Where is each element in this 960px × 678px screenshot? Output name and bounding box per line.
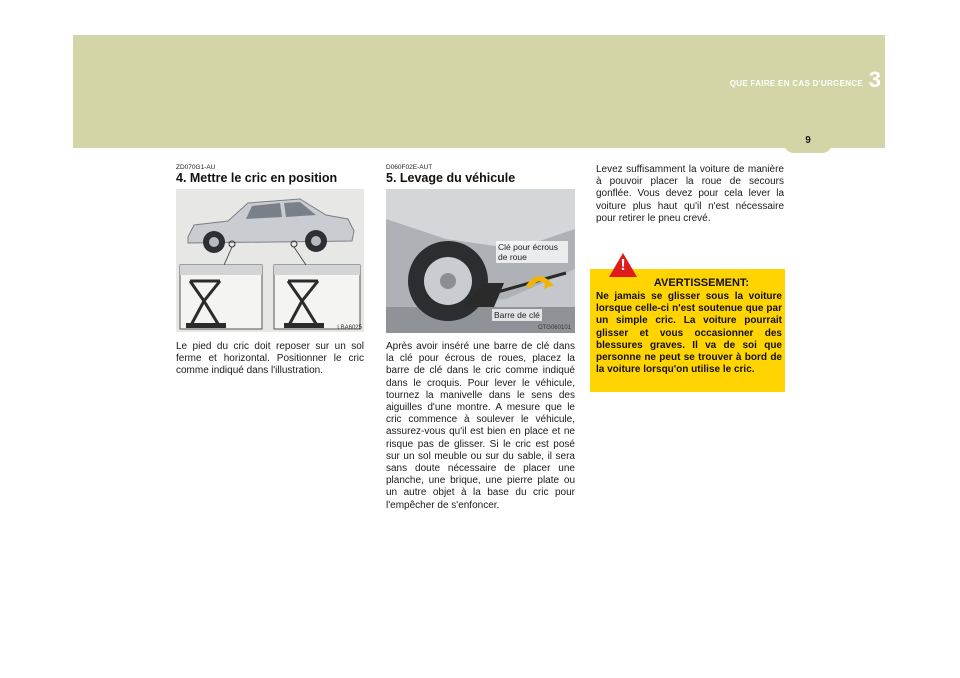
warning-title: AVERTISSEMENT: bbox=[653, 277, 750, 289]
page-number: 9 bbox=[805, 135, 811, 146]
figure-code: LBA6025 bbox=[337, 325, 362, 331]
body-paragraph: Levez suffisamment la voiture de manière à pouvoir placer la roue de secours gonflée. Vous devez pour cela lever la voiture plus haut qu'il n'est nécessaire pour retirer le pneu crevé. bbox=[596, 164, 784, 224]
header-band bbox=[73, 35, 885, 148]
section-heading: 4. Mettre le cric en position bbox=[176, 171, 338, 185]
section-code: ZD070G1-AU bbox=[176, 164, 216, 171]
chapter-number: 3 bbox=[868, 67, 881, 92]
warning-box bbox=[590, 257, 785, 392]
exclamation-icon: ! bbox=[620, 257, 626, 274]
vehicle-lifting-illustration bbox=[386, 189, 575, 333]
section-code: D060F02E-AUT bbox=[386, 164, 433, 171]
callout-wrench-bar: Barre de clé bbox=[494, 310, 540, 320]
jack-position-illustration bbox=[176, 189, 364, 332]
warning-text: Ne jamais se glisser sous la voiture lorsque celle-ci n'est soutenue que par un simple cric. La voiture pourrait glisser et vous occasionner des blessures graves. Il va de soi que personne ne peut se trouver à bord de la voiture lorsqu'on utilise le cric. bbox=[596, 291, 782, 376]
figure-code: OTG060101 bbox=[537, 325, 571, 331]
callout-wheel-wrench: Clé pour écrous de roue bbox=[496, 241, 568, 263]
section-title: QUE FAIRE EN CAS D'URGENCE bbox=[729, 79, 863, 88]
car-side-jack-points-drawing bbox=[176, 189, 364, 332]
section-heading: 5. Levage du véhicule bbox=[386, 171, 516, 185]
body-paragraph: Après avoir inséré une barre de clé dans la clé pour écrous de roues, placez la barre de clé dans le cric comme indiqué dans le croquis. Pour lever le véhicule, tournez la manivelle dans le sens des aiguilles d'une montre. A mesure que le cric commence à soulever le véhicule, assurez-vous qu'il est bien en place et ne risque pas de glisser. Si le cric est posé sur un sol meuble ou sur du sable, il sera sans doute nécessaire de placer une planche, une brique, une pierre plate ou un autre objet à la base du cric pour l'empêcher de s'enfoncer. bbox=[386, 341, 575, 511]
body-paragraph: Le pied du cric doit reposer sur un sol ferme et horizontal. Positionner le cric comme indiqué dans l'illustration. bbox=[176, 341, 364, 377]
